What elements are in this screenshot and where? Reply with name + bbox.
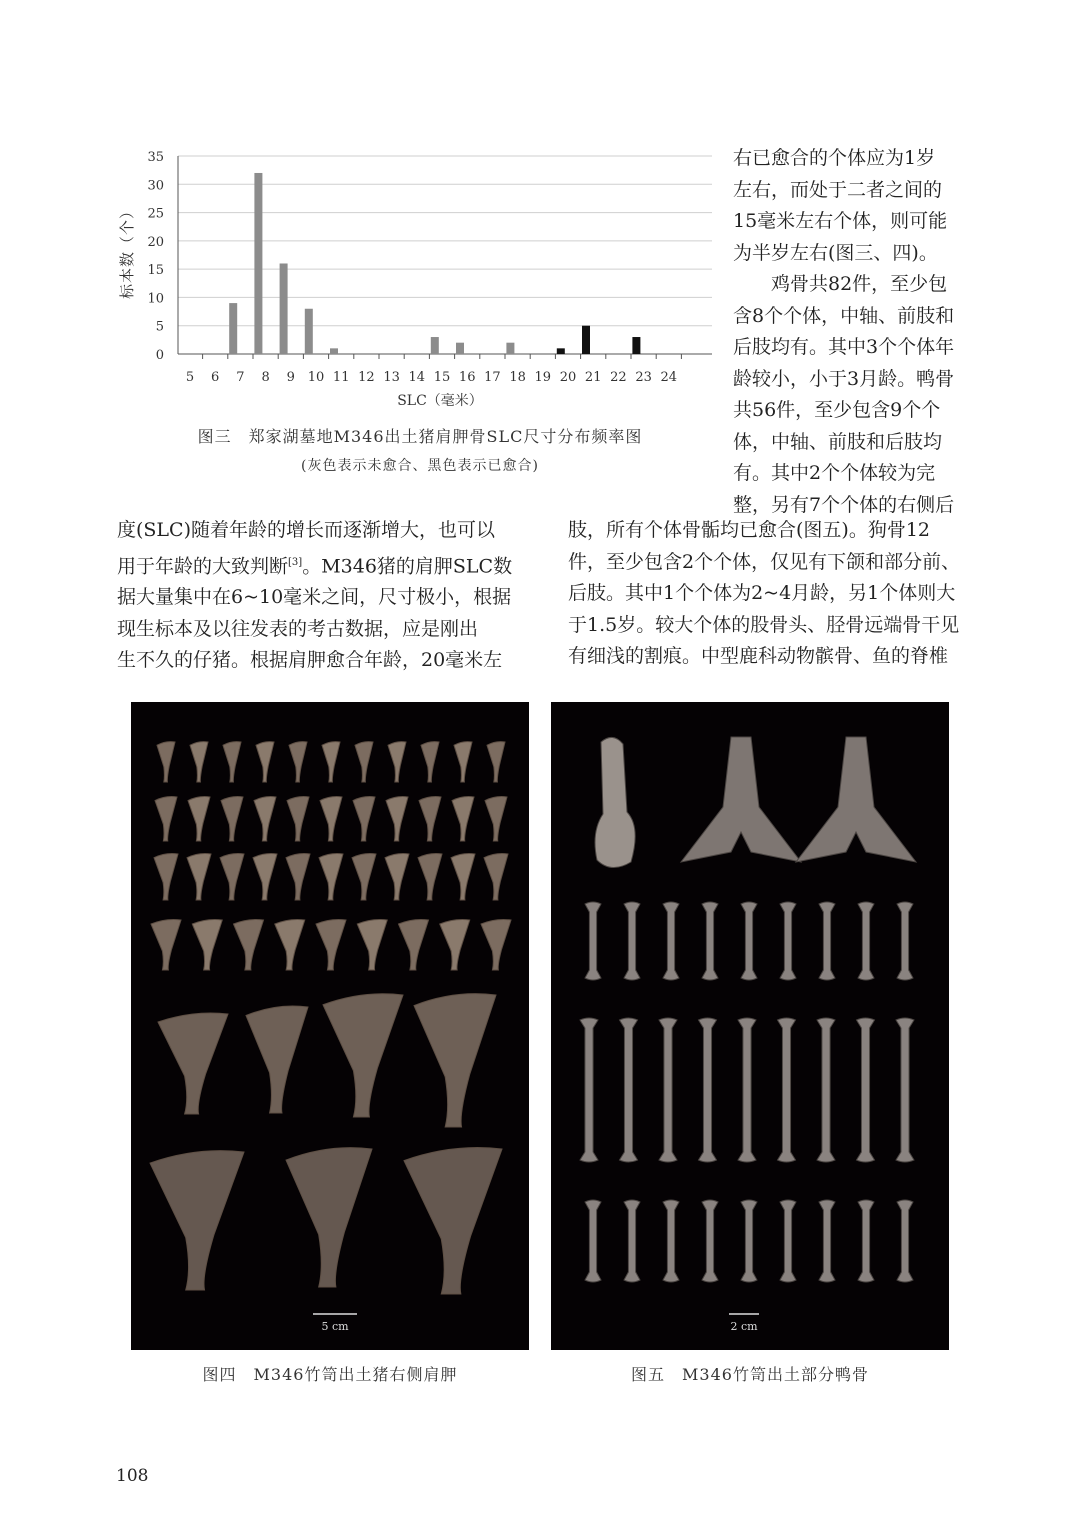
citation-ref[interactable]: [3] [288, 556, 303, 568]
bar-unfused-14 [431, 337, 439, 354]
figure4-photo [131, 702, 529, 1350]
chart-ylabel: 标本数（个） [118, 202, 136, 300]
pelvis-bone [796, 737, 916, 862]
scale-label: 2 cm [730, 1320, 758, 1333]
paragraph-line: 鸡骨共82件，至少包 [733, 273, 948, 295]
x-tick-label: 17 [484, 370, 501, 385]
scapula-bone [286, 1148, 372, 1287]
paragraph-line: 整，另有7个个体的右侧后 [733, 493, 955, 516]
scapula-bone [385, 854, 409, 900]
limb-bone [585, 902, 601, 980]
scapula-bone [357, 920, 387, 971]
limb-bone [858, 1200, 874, 1282]
limb-bone [897, 1200, 913, 1282]
scapula-bone [150, 1151, 244, 1290]
scapula-bone [316, 920, 346, 971]
paragraph-line: 含8个个体，中轴、前肢和 [733, 304, 955, 327]
scapula-bone [192, 920, 222, 971]
right-column-text [733, 143, 968, 521]
y-tick-label: 25 [147, 206, 164, 222]
scapula-bone [386, 797, 408, 841]
bar-fused-20 [582, 326, 590, 354]
scapula-bone [484, 854, 508, 900]
scapula-bone [481, 920, 511, 971]
figure5-photo [551, 702, 949, 1350]
figure4-caption: 图四 M346竹笥出土猪右侧肩胛 [202, 1365, 458, 1384]
scapula-bone [399, 920, 429, 971]
x-tick-label: 7 [236, 370, 245, 385]
scapula-bone [234, 920, 264, 971]
limb-bone [857, 1018, 875, 1162]
paragraph-line: 于1.5岁。较大个体的股骨头、胫骨远端骨干见 [568, 613, 960, 636]
bar-fused-22 [632, 337, 640, 354]
figure3-caption: 图三 郑家湖墓地M346出土猪肩胛骨SLC尺寸分布频率图 [197, 427, 643, 446]
scapula-bone [221, 797, 243, 841]
paragraph-line: 为半岁左右(图三、四)。 [733, 241, 938, 264]
scapula-bone [223, 742, 241, 782]
x-tick-label: 8 [261, 370, 270, 385]
limb-bone [858, 902, 874, 980]
limb-bone [699, 1018, 717, 1162]
bar-unfused-17 [506, 343, 514, 354]
scapula-bone [287, 797, 309, 841]
bar-unfused-6 [229, 303, 237, 354]
scapula-bone [256, 742, 274, 782]
paragraph-line: 共56件，至少包含9个个 [733, 399, 941, 421]
paragraph-line: 据大量集中在6~10毫米之间，尺寸极小，根据 [117, 586, 512, 609]
limb-bone [663, 1200, 679, 1282]
paragraph-line: 后肢均有。其中3个个体年 [733, 336, 955, 358]
limb-bone [738, 1018, 756, 1162]
scapula-bone [421, 742, 439, 782]
bar-unfused-7 [254, 173, 262, 354]
scapula-bone [419, 797, 441, 841]
duck-bones-image [551, 702, 949, 1350]
limb-bone [819, 902, 835, 980]
scapula-bone [353, 797, 375, 841]
limb-bone [585, 1200, 601, 1282]
limb-bone [896, 1018, 914, 1162]
x-tick-label: 12 [358, 370, 375, 385]
page-number: 108 [116, 1466, 149, 1486]
scapula-bone [155, 797, 177, 841]
limb-bone [659, 1018, 677, 1162]
paragraph-line: 现生标本及以往发表的考古数据，应是刚出 [117, 617, 479, 640]
x-tick-label: 18 [509, 370, 526, 385]
scapula-bone [289, 742, 307, 782]
pig-scapulae-image [131, 702, 529, 1350]
paragraph-line: 件，至少包含2个个体，仅见有下颌和部分前、 [568, 550, 961, 573]
scapula-bone [253, 854, 277, 900]
scapula-bone [187, 854, 211, 900]
scapula-bone [451, 854, 475, 900]
bar-unfused-9 [305, 309, 313, 354]
scapula-bone [190, 742, 208, 782]
limb-bone [819, 1200, 835, 1282]
x-tick-label: 23 [635, 370, 652, 385]
paragraph-line: 用于年龄的大致判断[3]。M346猪的肩胛SLC数 [117, 554, 513, 577]
paragraph-line: 左右，而处于二者之间的 [733, 178, 943, 201]
bar-unfused-10 [330, 348, 338, 354]
limb-bone [702, 1200, 718, 1282]
paragraph-line: 度(SLC)随着年龄的增长而逐渐增大，也可以 [117, 519, 495, 541]
scapula-bone [440, 920, 470, 971]
scapula-bone [320, 797, 342, 841]
scapula-bone [452, 797, 474, 841]
scapula-bone [158, 1013, 228, 1114]
scapula-bone [254, 797, 276, 841]
x-tick-label: 20 [559, 370, 577, 385]
paragraph-line: 右已愈合的个体应为1岁 [733, 147, 936, 169]
paragraph-line: 后肢。其中1个个体为2~4月龄，另1个体则大 [568, 582, 956, 604]
scapula-bone [404, 1148, 502, 1294]
limb-bone [702, 902, 718, 980]
paragraph-line: 生不久的仔猪。根据肩胛愈合年龄，20毫米左 [117, 649, 503, 672]
y-tick-label: 5 [155, 319, 164, 335]
scapula-bone [352, 854, 376, 900]
paragraph-line: 有细浅的割痕。中型鹿科动物髌骨、鱼的脊椎 [568, 645, 949, 667]
scapula-bone [188, 797, 210, 841]
bar-unfused-15 [456, 343, 464, 354]
chart-xlabel: SLC（毫米） [397, 393, 483, 409]
x-tick-label: 11 [332, 370, 350, 385]
limb-bone [817, 1018, 835, 1162]
paragraph-line: 有。其中2个个体较为完 [733, 462, 936, 484]
paragraph-line: 体，中轴、前肢和后肢均 [733, 430, 943, 453]
scapula-bone [319, 854, 343, 900]
scapula-bone [418, 854, 442, 900]
bar-unfused-8 [280, 263, 288, 354]
pelvis-bone [681, 737, 801, 862]
lower-right-column-text [568, 515, 968, 673]
limb-bone [780, 902, 796, 980]
paragraph-line: 15毫米左右个体，则可能 [733, 210, 948, 232]
scapula-bone [355, 742, 373, 782]
scapula-bone [157, 742, 175, 782]
x-tick-label: 13 [383, 370, 400, 385]
x-tick-label: 21 [584, 370, 602, 385]
scapula-bone [323, 994, 403, 1117]
scapula-bone [414, 994, 496, 1127]
scapula-bone [151, 920, 181, 971]
limb-bone [624, 1200, 640, 1282]
scapula-bone [388, 742, 406, 782]
y-tick-label: 0 [155, 348, 164, 363]
x-tick-label: 14 [408, 370, 426, 385]
left-column-text [117, 515, 517, 677]
y-tick-label: 20 [147, 234, 164, 250]
x-tick-label: 16 [458, 370, 476, 385]
y-tick-label: 15 [147, 263, 164, 279]
scapula-bone [154, 854, 178, 900]
scapula-bone [275, 920, 305, 971]
figure3-subcaption: (灰色表示未愈合、黑色表示已愈合) [301, 458, 539, 474]
y-tick-label: 30 [147, 178, 164, 194]
x-tick-label: 19 [534, 370, 552, 385]
limb-bone [780, 1200, 796, 1282]
x-tick-label: 10 [307, 370, 325, 385]
slc-bar-chart [110, 148, 720, 410]
scale-label: 5 cm [321, 1320, 349, 1333]
paragraph-line: 龄较小，小于3月龄。鸭骨 [733, 367, 955, 390]
x-tick-label: 15 [433, 370, 451, 385]
y-tick-label: 35 [147, 150, 164, 165]
x-tick-label: 9 [286, 370, 295, 385]
limb-bone [624, 902, 640, 980]
scapula-bone [286, 854, 310, 900]
scapula-bone [487, 742, 505, 782]
bar-fused-19 [557, 348, 565, 354]
limb-bone [741, 1200, 757, 1282]
scapula-bone [485, 797, 507, 841]
paragraph-line: 肢，所有个体骨骺均已愈合(图五)。狗骨12 [568, 519, 931, 541]
scapula-bone [454, 742, 472, 782]
limb-bone [778, 1018, 796, 1162]
limb-bone [897, 902, 913, 980]
skull-bone [595, 737, 635, 867]
x-tick-label: 22 [610, 370, 627, 385]
scapula-bone [246, 1006, 308, 1113]
x-tick-label: 6 [211, 370, 220, 385]
scapula-bone [220, 854, 244, 900]
limb-bone [620, 1018, 638, 1162]
limb-bone [580, 1018, 598, 1162]
scapula-bone [322, 742, 340, 782]
limb-bone [741, 902, 757, 980]
y-tick-label: 10 [147, 291, 164, 307]
x-tick-label: 5 [185, 370, 195, 385]
limb-bone [663, 902, 679, 980]
figure5-caption: 图五 M346竹笥出土部分鸭骨 [631, 1365, 869, 1384]
x-tick-label: 24 [660, 370, 678, 385]
